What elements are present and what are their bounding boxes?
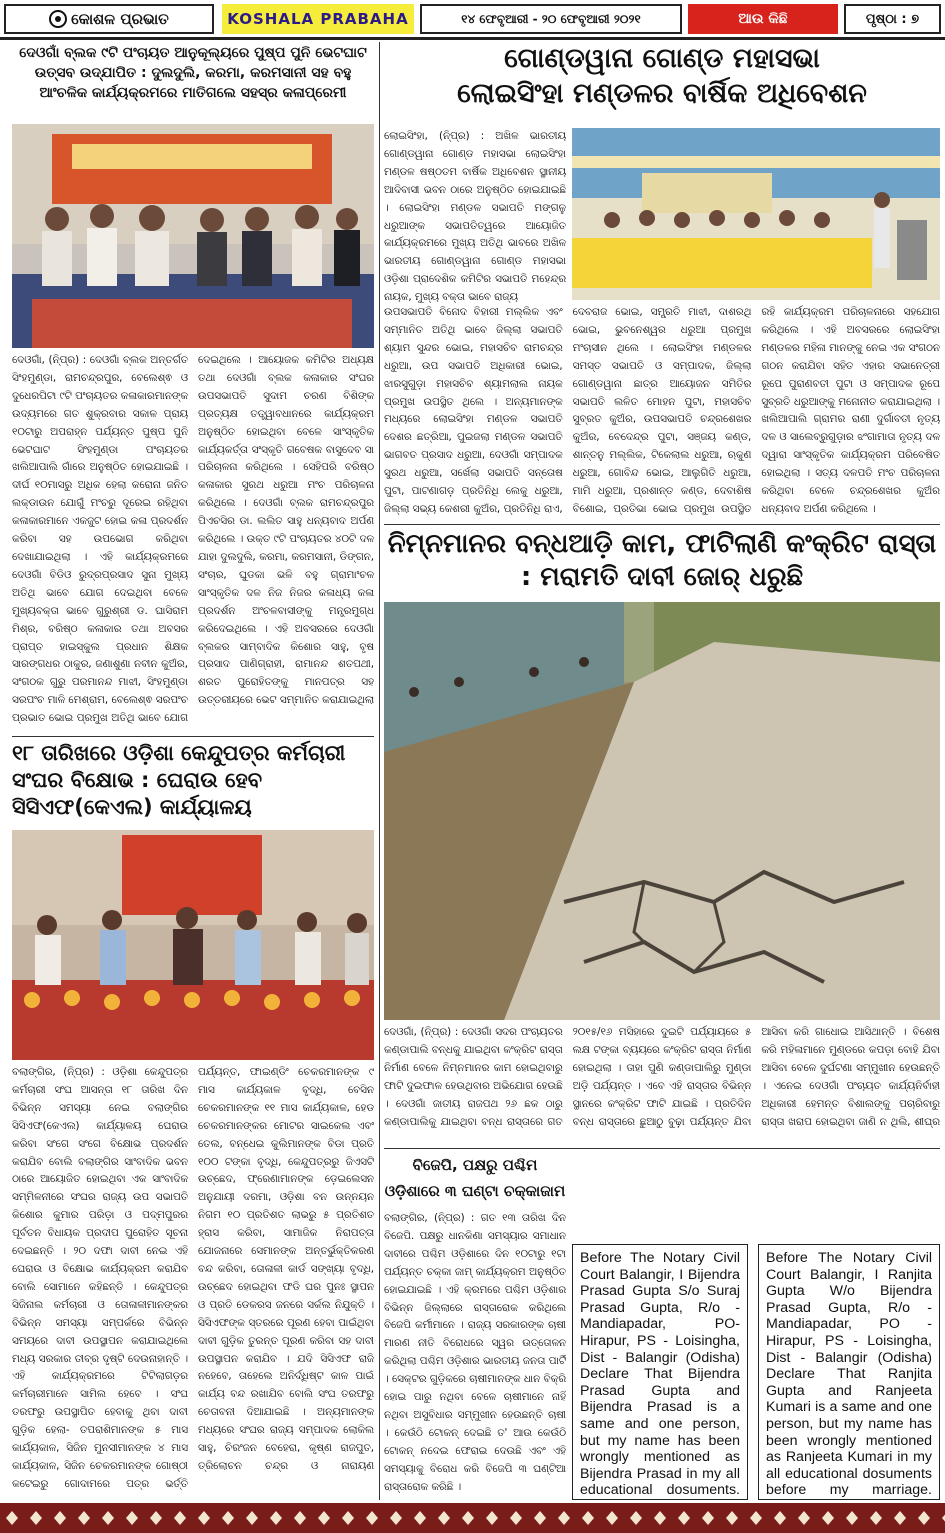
- road-photo: [384, 602, 940, 1020]
- paper-title-odia: କୋଶଳ ପ୍ରଭାତ: [71, 10, 169, 28]
- footer-border: [0, 1503, 945, 1533]
- road-body: ଦେଓଗାଁ, (ନି୍ପ୍ର) : ଦେଓଗାଁ ସଦର ପଂଚାୟତର କଣ୍ଡାପାଲି ବନ୍ଧକୁ ଯାଇଥିବା କଂକ୍ରିଟ ରାସ୍ତା ନିର୍ମାଣ ବେଳେ ନିମ୍ନମାନର କାମ ହୋଇଥିବାରୁ ଫାଟି ଦୁଇଫାଳ ହେଉଥିବାର ଅଭିଯୋଗ ହେଉଛି । ଦେଓଗାଁ ଜାତୀୟ ରାଜପଥ ୨୬ ଛକ ଠାରୁ କଣ୍ଡାପାଲିକୁ ଯାଇଥିବା ବନ୍ଧ ରାସ୍ତାରେ ଗତ ୨୦୧୫/୧୬ ମସିହାରେ ଦୁଇଟି ପର୍ଯ୍ୟାୟରେ ୫ ଲକ୍ଷ ଟଙ୍କା ବ୍ୟୟରେ କଂକ୍ରିଟ ରାସ୍ତା ନିର୍ମାଣ ହୋଇଥିଲା । ତାହା ପୁଣି କଣ୍ଡାପାଲିରୁ ମୁଣ୍ଡା ଅଡ଼ି ପର୍ଯ୍ୟନ୍ତ । ଏବେ ଏହି ରାସ୍ତାର ବିଭିନ୍ନ ସ୍ଥାନରେ କଂକ୍ରିଟ ଫାଟି ଯାଇଛି । ପ୍ରତିଦିନ ବନ୍ଧ ରାସ୍ତାରେ ଛୁଆଠୁ ବୁଢ଼ା ପର୍ଯ୍ୟନ୍ତ ଯିବା ଆସିବା କରି ଗାଧୋଇ ଆସିଥାନ୍ତି । ବିଶେଷ କରି ମହିଳାମାନେ ମୁଣ୍ଡରେ କପଡ଼ା ବୋହି ଯିବା ଆସିବା ବେଳେ ଦୁର୍ଘଟଣା ସମ୍ମୁଖୀନ ହେଉଛନ୍ତି । ଏନେଇ ଦେଓଗାଁ ପଂଚାୟତ କାର୍ଯ୍ୟନିର୍ବାହୀ ଅଧିକାରୀ ହେମନ୍ତ ବିଶାଲଙ୍କୁ ପଚାରିବାରୁ ରାସ୍ତା ଖରାପ ହୋଇଥିବା ଜାଣି ନ ଥିଲି, ଶୀଘ୍ର: [384, 1026, 940, 1128]
- notary-notice-1: Before The Notary Civil Court Balangir, I Bijendra Prasad Gupta S/o Suraj Prasad Gupta, R/o - Mandiapadar, PO- Hirapur, PS - Loisingha, Dist - Balangir (Odisha) Declare That Bijendra Prasad Gupta and Bijendra Prasad is a same and one person, but my name has been wrongly mentioned as Bijendra Prasad in my all educational dosuments.: [572, 1244, 748, 1500]
- issue-dates: ୧୪ ଫେବୃଆରୀ - ୨୦ ଫେବୃଆରୀ ୨୦୨୧: [420, 4, 682, 34]
- kendu-photo: [12, 830, 374, 1060]
- column-divider: [379, 42, 380, 1500]
- logo-icon: [49, 10, 67, 28]
- gondwana-body: ଉପସଭାପତି ବିନୋଦ ବିହାରୀ ମଲ୍ଲିକ ଏବଂ ସମ୍ମାନିତ ଅତିଥି ଭାବେ ଜିଲ୍ଲା ସଭାପତି ଶ୍ୟାମ ସୁନ୍ଦର ଭୋଇ, ମହାସଚିବ ରାମଚନ୍ଦ୍ର ଧରୁଆ, ଉପ ସଭାପତି ଅଧିକାରୀ ଭୋଇ, ଝାରସୁଗୁଡ଼ା ମହାସଚିବ ଶ୍ୟାମଲାଲ ନାୟକ ପ୍ରମୁଖ ଉପସ୍ଥିତ ଥିଲେ । ଅନ୍ୟମାନଙ୍କ ମଧ୍ୟରେ ଲୋଇସିଂହା ମଣ୍ଡଳ ସଭାପତି ଦେଶର ଛତ୍ରିଆ, ପୁଇଜଲା ମଣ୍ଡଳ ସଭାପତି ଭାଗବତ ପ୍ରସାଦ ଧରୁଆ, ଦେଓଗାଁ ସମ୍ପାଦକ ସୁରଥ ଧରୁଆ, ସର୍ଖେଲା ସଭାପତି ସନ୍ତୋଷ ପୁଟା, ପାଟଣାଗଡ଼ ପ୍ରତିନିଧି ଲେକୁ ଧରୁଆ, ଜିଲ୍ଲା ସଭ୍ୟ କେଶରୀ କୁଅଁର, ପ୍ରତିନିଧି ରାଏ, ଦେବରାଜ ଭୋଇ, ସମ୍ପ୍ରତି ମାଝୀ, ଦାଶରଥି ଭୋଇ, ଭୁବନେଶ୍ୱର ଧରୁଆ ପ୍ରମୁଖ ମଂଚାସୀନ ଥିଲେ । ଲୋଇସିଂହା ମଣ୍ଡଳର ସମସ୍ତ ସଭାପତି ଓ ସମ୍ପାଦକ, ଜିଲ୍ଲା ଗୋଣ୍ଡୱାନା ଛାତ୍ର ଆୟୋଜନ ସମିତିର ସଭାପତି ଲଳିତ ମୋହନ ପୁଟା, ମହାସଚିବ ସୁବ୍ରତ କୁଅଁର, ଉପସଭାପତି ଚନ୍ଦ୍ରଶେଖର କୁଅଁର, ବେଦେନ୍ଦ୍ର ପୁଟା, ସଞ୍ଜୟ କଣ୍ଡ, ଶାନ୍ତନୁ ମଲ୍ଲିକ, ଟିକେଲାଲ ଧରୁଆ, ଋକୁଣ ଧରୁଆ, ଗୋବିନ୍ଦ ଭୋଇ, ଆଲୁଗିତି ଧରୁଆ, ମାମି ଧରୁଆ, ପ୍ରଶାନ୍ତ କଣ୍ଡ, ଦେବାଶିଷ ବିଶୋଇ, ପ୍ରତିଭା ଭୋଇ ପ୍ରମୁଖ ଉପସ୍ଥିତ ରହି କାର୍ଯ୍ୟକ୍ରମ ପରିଚାଳନାରେ ସହଯୋଗ କରିଥିଲେ । ଏହି ଅବସରରେ ଲୋଇସିଂହା ମଣ୍ଡଳର ମହିଳା ମାନଙ୍କୁ ନେଇ ଏକ ସଂଗଠନ ଗଠନ କରାଯିବା ସହିତ ଏହାର ସଭାନେତ୍ରୀ ରୂପେ ପୁରାଣବତୀ ପୁଟା ଓ ସମ୍ପାଦକ ରୂପେ ସୁବ୍ରତି ଧରୁଆଙ୍କୁ ମନୋନୀତ କରାଯାଇଥିଲା । ଖଲିଆପାଲି ଗ୍ରାମର ରାଣୀ ଦୁର୍ଗାବତୀ ନୃତ୍ୟ ଦଳ ଓ ସାଲେବ୍ରୁଗୁଡ଼ାର ଝଂଗାମାତା ନୃତ୍ୟ ଦଳ ଦ୍ୱାରା ସାଂସ୍କୃତିକ କାର୍ଯ୍ୟକ୍ରମ ପରିବେଷିତ ହୋଇଥିଲା । ସତ୍ୟ ଦଳପତି ମଂଚ ପରିଚାଳନା କରିଥିବା ବେଳେ ଚନ୍ଦ୍ରଶେଖର କୁଅଁର ଧନ୍ୟବାଦ ଅର୍ପଣ କରିଥିଲେ ।: [384, 306, 940, 515]
- masthead-rule: [0, 37, 945, 40]
- kendu-headline: ୧୮ ତାରିଖରେ ଓଡ଼ିଶା କେନ୍ଦୁପତ୍ର କର୍ମଚାରୀ ସଂଘର ବିକ୍ଷୋଭ : ଘେରାଉ ହେବ ସିସିଏଫ(କେଏଲ) କାର୍ଯ୍ୟାଳୟ: [12, 741, 346, 819]
- divider: [12, 736, 374, 737]
- page-number: ପୃଷ୍ଠା : ୭: [844, 4, 941, 34]
- festival-headline: ଦେଓଗାଁ ବ୍ଲକ ୯ଟି ପଂଚାୟତ ଆନୁକୂଲ୍ୟରେ ପୁଷ୍ପ ପୁନି ଭେଟଘାଟ ଉତ୍ସବ ଉଦ୍‌ଯାପିତ : ଦୁଲଦୁଲି, କରମା, କରମସାନୀ ସହ ବହୁ ଆଂଚଳିକ କାର୍ଯ୍ୟକ୍ରମରେ ମାତିଗଲେ ସହସ୍ର କଳାପ୍ରେମୀ: [19, 45, 367, 101]
- footer-pattern: [0, 1503, 945, 1533]
- section-label: ଆଉ କିଛି: [688, 4, 838, 34]
- bjp-headline: [384, 1152, 566, 1208]
- gondwana-headline-line2: ଲୋଇସିଂହା ମଣ୍ଡଳର ବାର୍ଷିକ ଅଧିବେଶନ: [457, 77, 867, 109]
- festival-photo: [12, 124, 374, 348]
- gondwana-photo: [572, 128, 940, 300]
- masthead: [0, 0, 945, 38]
- bjp-headline-line2: ଓଡ଼ିଶାରେ ୩ ଘଣ୍ଟା ଚକ୍କାଜାମ: [384, 1182, 566, 1201]
- divider: [384, 1148, 940, 1149]
- bjp-body: ବଲାଙ୍ଗିର, (ନି୍ପ୍ର) : ଗତ ୧୩ ତାରିଖ ଦିନ ବିଜେପି. ପକ୍ଷରୁ ଧାନକିଣା ସମସ୍ୟାର ସମାଧାନ ଦାବୀରେ ପଶ୍ଚିମ ଓଡ଼ିଶାରେ ଦିନ ୧୦ଟାରୁ ୧ଟା ପର୍ଯ୍ୟନ୍ତ ଚକ୍କା ଜାମ୍ କାର୍ଯ୍ୟକ୍ରମ ଅନୁଷ୍ଠିତ ହୋଇଯାଇଛି । ଏହି କ୍ରମରେ ପଶ୍ଚିମ ଓଡ଼ିଶାର ବିଭିନ୍ନ ଜିଲ୍ଲାରେ ରାସ୍ତାରୋକ କରିଥିଲେ ବିଜେପି କର୍ମୀମାନେ । ରାଜ୍ୟ ସରକାରଙ୍କ ଚାଷୀ ମାରଣ ନୀତି ବିରୋଧରେ ସ୍ୱର ଉତ୍ତୋଳନ କରିଥିଲା ପଶ୍ଚିମ ଓଡ଼ିଶାର ଭାରତୀୟ ଜନତା ପାର୍ଟି । ସେକ୍ଟର ଗୁଡ଼ିକରେ ଚାଷୀମାନଙ୍କ ଧାନ ବିକ୍ରି ହୋଇ ପାରୁ ନଥିବା ବେଳେ ଚାଷୀମାନେ ନାହିଁ ନଥିବା ଅସୁବିଧାର ସମ୍ମୁଖୀନ ହେଉଛନ୍ତି ଚାଷୀ । କେଉଁଠି ଟୋକନ୍ ଦେଇଛି ତ' ଆଉ କେଉଁଠି ଟୋକନ୍ ନଦେଇ ଫେରାଇ ଦେଉଛି ଏବଂ ଏହି ସମସ୍ୟାକୁ ବିରୋଧ କରି ବିଜେପି ୩ ଘଣ୍ଟିଆ ରାସ୍ତାରୋକ କରିଛି ।: [384, 1212, 566, 1493]
- kendu-body: ବଲାଙ୍ଗିର, (ନି୍ପ୍ର) : ଓଡ଼ିଶା କେନ୍ଦୁପତ୍ର କର୍ମଚାରୀ ସଂଘ ଆସନ୍ତା ୧୮ ତାରିଖ ଦିନ ବିଭିନ୍ନ ସମସ୍ୟା ନେଇ ବଲାଙ୍ଗିର ସିସିଏଫ(କେଏଲ) କାର୍ଯ୍ୟାଳୟ ଘେରାଉ କରିବା ସଂଗେ ସଂଗେ ବିକ୍ଷୋଭ ପ୍ରଦର୍ଶନ କରାଯିବ ବୋଲି ବଲାଙ୍ଗିର ସାଂବାଦିକ ଭବନ ଠାରେ ଆୟୋଜିତ ହୋଇଥିବା ଏକ ସାଂବାଦିକ ସମ୍ମିଳନୀରେ ସଂଘର ରାଜ୍ୟ ଉପ ସଭାପତି କିଶୋର କୁମାର ପରିଡ଼ା ଓ ପଦ୍ମପୁରର ପୂର୍ବତନ ବିଧାୟକ ପ୍ରଦୀପ ପୁରୋହିତ ସୂଚନା ଦେଇଛନ୍ତି । ୨୦ ଦଫା ଦାବୀ ନେଇ ଏହି ଘେରାଉ ଓ ବିକ୍ଷୋଭ କାର୍ଯ୍ୟକ୍ରମ କରାଯିବ ବୋଲି ସୋମାନେ କହିଛନ୍ତି । କେନ୍ଦୁପତ୍ର ସିଜିନାଲ କର୍ମଚାରୀ ଓ ତୋଳାଳୀମାନଙ୍କର ବିଭିନ୍ନ ସମସ୍ୟା ସମ୍ପର୍କରେ ବିଭିନ୍ନ ସମୟରେ ଦାବୀ ଉପସ୍ଥାପନ କରାଯାଇଥିଲେ ମଧ୍ୟ ସରକାର ତୀବ୍ର ଦୃଷ୍ଟି ଦେଉନାହାନ୍ତି । ଏହି କାର୍ଯ୍ୟକ୍ରମରେ ଟିଟିଲାଗଡ଼ର କର୍ମଚାରୀମାନେ ସାମିଲ ହେବେ । ସଂଘ ତରଫରୁ ଉପସ୍ଥାପିତ ହେବାକୁ ଥିବା ଦାବୀ ଗୁଡ଼ିକ ହେଲା- ତପରାଶିମାନଙ୍କ ୫ ମାସ କାର୍ଯ୍ୟକାଳ, ସିଜିନ ମୁନସୀମାନଙ୍କ ୪ ମାସ କାର୍ଯ୍ୟକାଳ, ସିଜିନ ଚେକରମାନଙ୍କ ଗୋଷ୍ଠୀ କଟେଇରୁ ଗୋଦାମରେ ପତ୍ର ଭର୍ତ୍ତି ପର୍ଯ୍ୟନ୍ତ, ଫାଇଣ୍ଡିଂ ଚେକରମାନଙ୍କ ୯ ମାସ କାର୍ଯ୍ୟକାଳ ବୃଦ୍ଧି, ବେସିନ ଚେକରମାନଙ୍କ ୧୧ ମାସ କାର୍ଯ୍ୟକାଳ, ହେଡ ଚେକରମାନଙ୍କର ମୋଟର ସାଇକେଲ ଏବଂ ତେଲ, ବନ୍ଧେଇ କୁଲିମାନଙ୍କ ବିଡା ପ୍ରତି ୧୦୦ ଟଙ୍କା ବୃଦ୍ଧି, କେନ୍ଦୁପତ୍ରରୁ ଜିଏସଟି ଉଚ୍ଛେଦ, ଫ୍ରେଣାମାନଙ୍କ ଡ଼େଇଲେସନ ଅନୁଯାୟୀ ଦରମା, ଓଡ଼ିଶା ବନ ଉନ୍ନୟନ ନିଗମ ୧୦ ପ୍ରତିଶତ ଲାଭରୁ ୫ ପ୍ରତିଶତ ହ୍ରାସ କରିବା, ସାମାଜିକ ନିରାପତ୍ତା ଯୋଜନାରେ ସେମାନଙ୍କ ଅନ୍ତର୍ଭୁକ୍ତିକରଣ ବନ୍ଦ କରିବା, ତୋଳାଳୀ କାର୍ଡ ସଙ୍ଖ୍ୟା ବୃଦ୍ଧି, ଉଚ୍ଛେଦ ହୋଇଥିବା ଫଡି ଘର ପୁନଃ ସ୍ଥାପନ ଓ ପ୍ରତି ଡେକରସ ଜନରେ ସର୍କଲ ନିଯୁକ୍ତି । ସିସିଏଫଙ୍କ ସ୍ତରରେ ପୂରଣ ହେବା ପାଇଁଥିବା ଦାବୀ ଗୁଡ଼ିକ ତୁରନ୍ତ ପୂରଣ କରିବା ସହ ଦାବୀ ଉପସ୍ଥାପନ କରାଯିବ । ଯଦି ସିସିଏଫ ରାଜି ନହେବେ, ତାହେଲେ ଅନିର୍ଦ୍ଧିଷ୍ଟ କାଳ ପାଇଁ କାର୍ଯ୍ୟ ବନ୍ଦ ରଖାଯିବ ବୋଲି ସଂଘ ତରଫରୁ ଚେତାବନୀ ଦିଆଯାଇଛି । ଅନ୍ୟମାନଙ୍କ ମଧ୍ୟରେ ସଂଘର ରାଜ୍ୟ ସମ୍ପାଦକ ଲୋକିଲ ସାହୁ, ଚିରଂଜନ ବେହେରା, କୃଷ୍ଣ ରାଜପୁତ, ତ୍ରିଲୋଚନ ଚନ୍ଦ୍ର ଓ ନାରାୟଣ: [12, 1066, 374, 1490]
- paper-title-english: KOSHALA PRABAHA: [222, 4, 414, 34]
- divider: [384, 524, 940, 525]
- paper-logo: [4, 4, 214, 34]
- bjp-headline-line1: ବିଜେପି, ପକ୍ଷରୁ ପଶ୍ଚିମ: [412, 1156, 538, 1174]
- road-headline: ନିମ୍ନମାନର ବନ୍ଧଆଡ଼ି କାମ, ଫାଟିଲାଣି କଂକ୍ରିଟ ରାସ୍ତା : ମରାମତି ଦାବୀ ଜୋର୍ ଧରୁଛି: [387, 529, 937, 593]
- festival-body: ଦେଓଗାଁ, (ନି୍ପ୍ର) : ଦେଓଗାଁ ବ୍ଲକ ଅନ୍ତର୍ଗତ ସିଂହମୁଣ୍ଡା, ରାମଚନ୍ଦ୍ରପୁର, ବେଲେଶ୍ଵ ଓ ଦୁଧେରପିଟା ୯ଟି ପଂଚାୟତର କଳାକାରମାନଙ୍କ ଉଦ୍ୟମରେ ଗତ ଶୁକ୍ରବାର ସକାଳ ପ୍ରାୟ ୧୦ଟାରୁ ଅପରାହ୍ନ ପର୍ଯ୍ୟନ୍ତ ପୁଷ୍ପ ପୁନି ଭେଟଘାଟ ସିଂହମୁଣ୍ଡା ପଂଚାୟତର ଖଲିଆପାଲି ଗାଁରେ ଅନୁଷ୍ଠିତ ହୋଇଯାଇଛି । ଦୀର୍ଘ ୧୦ମାସରୁ ଅଧିକ ହେଲା କରୋନା ଜନିତ ଲକ୍‌ଡାଉନ ଯୋଗୁଁ ମଂଚରୁ ଦୂରେଇ ରହିଥିବା କଳାକାରମାନେ ଏକଜୁଟ ହୋଇ କଳା ପ୍ରଦର୍ଶନ କରିବା ସହ ଉପଭୋଗ କରିଥିବା ଦେଖାଯାଇଥିଲା । ଏହି କାର୍ଯ୍ୟକ୍ରମରେ ଦେଓଗାଁ ବିଡିଓ ରୁଦ୍ରପ୍ରସାଦ ସୁନା ମୁଖ୍ୟ ଅତିଥି ଭାବେ ଯୋଗ ଦେଇଥିବା ବେଳେ ମୁଖ୍ୟବକ୍ତା ଭାବେ ଗୁରୁଶ୍ରୀ ଡ. ଘାସିରାମ ମିଶ୍ର, ବରିଷ୍ଠ କଳାକାର ତଥା ଅବସର ପ୍ରାପ୍ତ ହାଇସ୍କୁଲ ପ୍ରଧାନ ଶିକ୍ଷକ ସାରଙ୍ଗଧର ଠାକୁର, ଜଣାଶୁଣା ନବୀନ କୁଅଁର, ସଂଗଠକ ଗୁରୁ ପରମାନନ୍ଦ ମାଝୀ, ସିଂହମୁଣ୍ଡା ସରପଂଚ ମାଳି ମେଶ୍ରାମ, ବେଲେଶ୍ଵ ସରପଂଚ ପ୍ରଭାତ ଭୋଇ ପ୍ରମୁଖ ଅତିଥି ଭାବେ ଯୋଗ ଦେଇଥିଲେ । ଆୟୋଜକ କମିଟିର ଅଧ୍ୟକ୍ଷ ତଥା ଦେଓଗାଁ ବ୍ଲକ କଳାକାର ସଂଘର ଉପସଭାପତି ସୁଦାମ ଚରଣ ବିଶିଙ୍କ ପ୍ରତ୍ୟକ୍ଷ ତତ୍ତ୍ୱାବଧାନରେ କାର୍ଯ୍ୟକ୍ରମ ଅନୁଷ୍ଠିତ ହୋଇଥିବା ବେଳେ ସାଂସ୍କୃତିକ କାର୍ଯ୍ୟକର୍ତ୍ତା ସଂସ୍କୃତି ଗବେଷକ ବାସୁଦେବ ସା ପରିଚାଳନା କରିଥିଲେ । ସେହିପରି ବରିଷ୍ଠ କଳାକାର ସୁରଥ ଧରୁଆ ମଂଚ ପରିଚାଳନା କରିଥିଲେ । ଦେଓଗାଁ ବ୍ଲକ ରାମଚନ୍ଦ୍ରପୁର ପିଏଚସିର ଡା. ଲଲିତ ସାହୁ ଧନ୍ୟବାଦ ଅର୍ପଣ କରିଥିଲେ । ଉକ୍ତ ୯ଟି ପଂଚାୟତର ୪୦ଟି ଦଳ ଯାହା ଦୁଲଦୁଲି, କରମା, କରମସାନୀ, ଡିଙ୍ଗନ, ସଂଚାର, ଘୁଡକା ଭଳି ବହୁ ଗ୍ରାମାଂଚଳ ସାଂସ୍କୃତିକ ଦଳ ନିଜ ନିଜର କଳାଧ୍ୟ କଳା ପ୍ରଦର୍ଶନ ଅଂଚଳବାସୀଙ୍କୁ ମନ୍ତ୍ରମୁଗ୍ଧ କରିଦେଇଥିଲେ । ଏହି ଅବସରରେ ଦେଓଗାଁ ବ୍ଲକର ସାମ୍ବାଦିକ କିଶୋର ସାହୁ, ବୃଷ ପ୍ରସାଦ ପାଣିଗ୍ରାହୀ, ରାମାନନ୍ଦ ଶତପଥୀ, ଶରତ ପୁରୋହିତଙ୍କୁ ମାନପତ୍ର ସହ ଉତ୍ତରୀୟରେ ଭେଟ ସମ୍ମାନିତ କରାଯାଇଥିଲା: [12, 354, 374, 725]
- gondwana-headline-line1: ଗୋଣ୍ଡୱାନା ଗୋଣ୍ଡ ମହାସଭା: [504, 43, 820, 74]
- gondwana-body-lead: ଲୋଇସିଂହା, (ନି୍ପ୍ର) : ଅଖିଳ ଭାରତୀୟ ଗୋଣ୍ଡୱାନା ଗୋଣ୍ଡ ମହାସଭା ଲୋଇସିଂହା ମଣ୍ଡଳ ଷଷ୍ଠତମ ବାର୍ଷିକ ଅଧିବେଶନ ସ୍ଥାନୀୟ ଆଦିବାସୀ ଭବନ ଠାରେ ଅନୁଷ୍ଠିତ ହୋଇଯାଇଛି । ଲୋଇସିଂହା ମଣ୍ଡଳ ସଭାପତି ମଙ୍ଗଳୁ ଧରୁଆଙ୍କ ସଭାପତିତ୍ୱରେ ଆୟୋଜିତ କାର୍ଯ୍ୟକ୍ରମରେ ମୁଖ୍ୟ ଅତିଥି ଭାବରେ ଅଖିଳ ଭାରତୀୟ ଗୋଣ୍ଡୱାନା ଗୋଣ୍ଡ ମହାସଭା ଓଡ଼ିଶା ପ୍ରାଦେଶିକ କମିଟିର ସଭାପତି ମହେନ୍ଦ୍ର ନାୟକ, ମୁଖ୍ୟ ବକ୍ତା ଭାବେ ରାଜ୍ୟ: [384, 130, 566, 304]
- gondwana-headline: [384, 42, 940, 126]
- notary-notice-2: Before The Notary Civil Court Balangir, I Ranjita Gupta W/o Bijendra Prasad Gupta, R/o - Mandiapadar, PO - Hirapur, PS - Loisingha, Dist - Balangir (Odisha) Declare That Ranjita Gupta and Ranjeeta Kumari is a same and one person, but my name has been wrongly mentioned as Ranjeeta Kumari in my all educational dosuments before my marriage.: [758, 1244, 940, 1500]
